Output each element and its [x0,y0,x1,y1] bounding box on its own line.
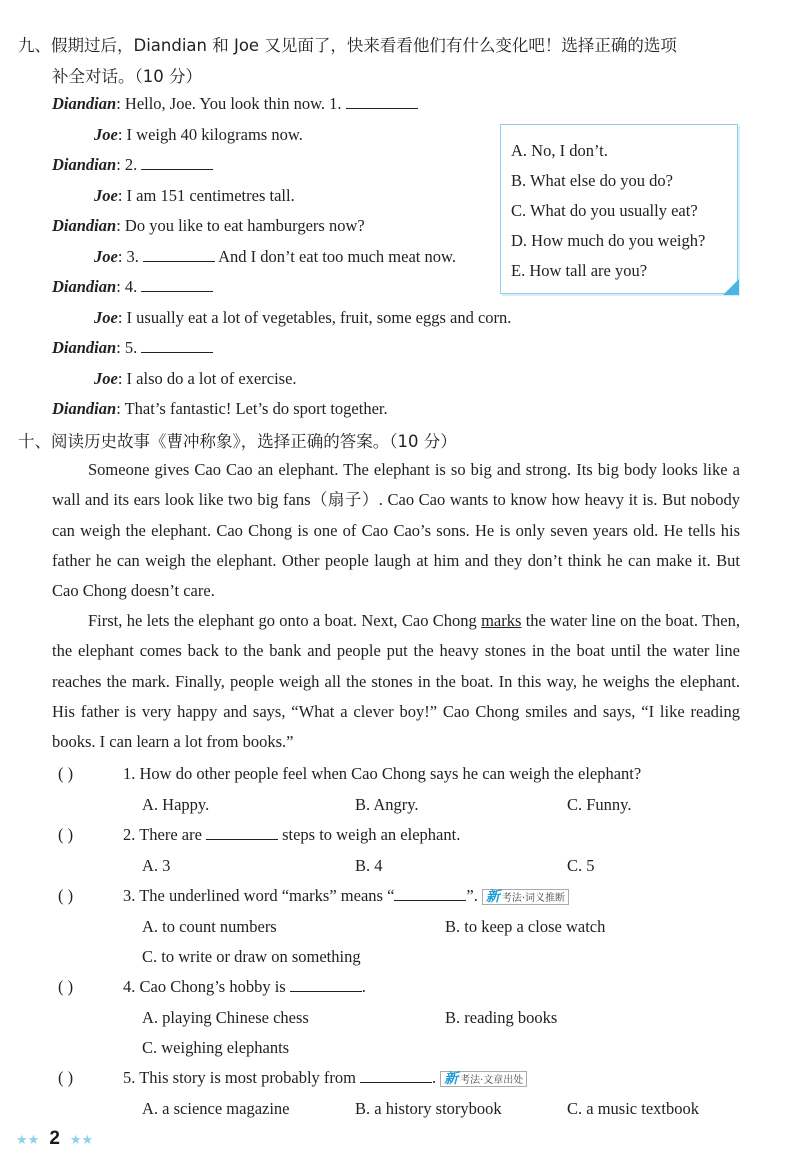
speaker-name: Diandian [52,216,117,235]
dialogue-blank[interactable] [346,94,418,109]
dialogue-text: : 2. [116,155,138,174]
passage-paragraph-1 [52,455,740,606]
dialogue-line [94,369,297,389]
q2-stem [123,825,460,845]
options-box [500,124,738,294]
dialogue-line [52,399,388,419]
q3-stem [123,886,569,906]
dialogue-line [94,308,511,328]
dialogue-blank[interactable] [141,277,213,292]
q3-stem-after: ”. [466,886,478,905]
dialogue-text: : I weigh 40 kilograms now. [117,125,303,144]
dialogue-text: : I am 151 centimetres tall. [117,186,295,205]
passage-paragraph-2 [52,606,740,757]
speaker-name: Joe [94,308,118,327]
q5-stem-before: 5. This story is most probably from [123,1068,356,1087]
q5-option-a: A. a science magazine [142,1099,290,1118]
dialogue-line [52,94,418,114]
q5-option-b: B. a history storybook [355,1099,502,1118]
option-b: B. What else do you do? [511,171,673,190]
q4-blank[interactable] [290,977,362,992]
exam-tag-text: 考法·文章出处 [460,1075,524,1087]
passage-paragraph-2-text-b: the water line on the boat. Then, the elephant comes back to the bank and people put the heavy stones in the boat until the water line reaches the mark. Finally, people weigh all the stones in the boat. In this way, he weighs the elephant. His father is very happy and says, “What a clever boy!” Cao Chong smiles and says, “I like reading books. I can learn a lot from books.” [52,611,740,752]
q4-option-c: C. weighing elephants [142,1038,290,1057]
speaker-name: Joe [94,125,118,144]
q5-blank[interactable] [360,1068,432,1083]
passage-paragraph-1-text: Someone gives Cao Cao an elephant. The elephant is so big and strong. Its big body looks like a wall and its ears look like two big fans（扇子）. Cao Cao wants to know how heavy it is. But nobody can weigh the elephant. Cao Chong is one of Cao Cao’s sons. He is only seven years old. He tells his father he can weigh the elephant. Other people laugh at him and they don’t think he can make it. But Cao Chong doesn’t care. [52,460,740,601]
dialogue-text: : 3. [117,247,139,266]
q2-stem-after: steps to weigh an elephant. [277,825,461,844]
option-c: C. What do you usually eat? [511,201,698,220]
option-d: D. How much do you weigh? [511,231,706,250]
dialogue-text: : 4. [116,277,138,296]
dialogue-text: : That’s fantastic! Let’s do sport together. [116,399,388,418]
q3-blank[interactable] [394,886,466,901]
q3-option-a: A. to count numbers [142,917,277,936]
q4-stem [123,977,366,997]
q1-stem: 1. How do other people feel when Cao Chong says he can weigh the elephant? [123,764,642,783]
q3-option-b: B. to keep a close watch [445,917,606,936]
q3-stem-before: 3. The underlined word “marks” means “ [123,886,395,905]
dialogue-line [94,186,295,206]
dialogue-line [94,247,456,267]
section9-title-line1: 九、假期过后，Diandian 和 Joe 又见面了，快来看看他们有什么变化吧！选择正确的选项 [18,36,677,55]
q4-option-b: B. reading books [445,1008,558,1027]
star-icon-right: ★★ [69,1133,94,1148]
speaker-name: Diandian [52,399,117,418]
dialogue-text: : I also do a lot of exercise. [117,369,297,388]
dialogue-blank[interactable] [141,155,213,170]
q1-option-b: B. Angry. [355,795,419,814]
dialogue-text: : Do you like to eat hamburgers now? [116,216,365,235]
q2-blank[interactable] [206,825,278,840]
section9-title-line2: 补全对话。（10 分） [52,67,202,86]
section10-title: 十、阅读历史故事《曹冲称象》，选择正确的答案。（10 分） [18,432,457,451]
dialogue-line [94,125,303,145]
exam-tag-text-source [440,1071,527,1087]
q1-option-c: C. Funny. [567,795,632,814]
dialogue-line [52,155,213,175]
dialogue-blank[interactable] [141,338,213,353]
exam-tag-word-inference [482,889,569,905]
dialogue-line [52,338,213,358]
option-a: A. No, I don’t. [511,141,608,160]
answer-paren-2[interactable]: ( ) [58,825,74,844]
dialogue-text: : I usually eat a lot of vegetables, fruit, some eggs and corn. [117,308,512,327]
q5-option-c: C. a music textbook [567,1099,699,1118]
speaker-name: Diandian [52,155,117,174]
answer-paren-5[interactable]: ( ) [58,1068,74,1087]
q1-option-a: A. Happy. [142,795,210,814]
dialogue-text: : Hello, Joe. You look thin now. 1. [116,94,342,113]
exam-tag-text: 考法·词义推断 [501,893,566,905]
q5-stem-after: . [431,1068,437,1087]
dialogue-text: : 5. [116,338,138,357]
passage-paragraph-2-text-a: First, he lets the elephant go onto a boat. Next, Cao Chong [88,611,482,630]
speaker-name: Diandian [52,277,117,296]
dialogue-text-after: And I don’t eat too much meat now. [214,247,456,266]
star-icon-left: ★★ [16,1133,40,1148]
q2-option-a: A. 3 [142,856,171,875]
new-badge-icon: 新 [444,1071,459,1088]
answer-paren-3[interactable]: ( ) [58,886,74,905]
q2-option-c: C. 5 [567,856,595,875]
q2-stem-before: 2. There are [123,825,202,844]
q4-stem-after: . [361,977,366,996]
speaker-name: Diandian [52,338,117,357]
page-fold-icon [723,279,739,295]
dialogue-line [52,216,365,236]
speaker-name: Joe [94,247,118,266]
dialogue-line [52,277,213,297]
answer-paren-1[interactable]: ( ) [58,764,74,783]
underlined-word-marks: marks [481,611,522,630]
page-number: 2 [49,1128,60,1149]
speaker-name: Joe [94,186,118,205]
dialogue-blank[interactable] [143,247,215,262]
speaker-name: Diandian [52,94,117,113]
q5-stem [123,1068,527,1088]
new-badge-icon: 新 [485,889,500,906]
page-footer [16,1128,93,1150]
speaker-name: Joe [94,369,118,388]
answer-paren-4[interactable]: ( ) [58,977,74,996]
q3-option-c: C. to write or draw on something [142,947,361,966]
q2-option-b: B. 4 [355,856,383,875]
q4-option-a: A. playing Chinese chess [142,1008,309,1027]
q4-stem-before: 4. Cao Chong’s hobby is [123,977,286,996]
option-e: E. How tall are you? [511,261,648,280]
